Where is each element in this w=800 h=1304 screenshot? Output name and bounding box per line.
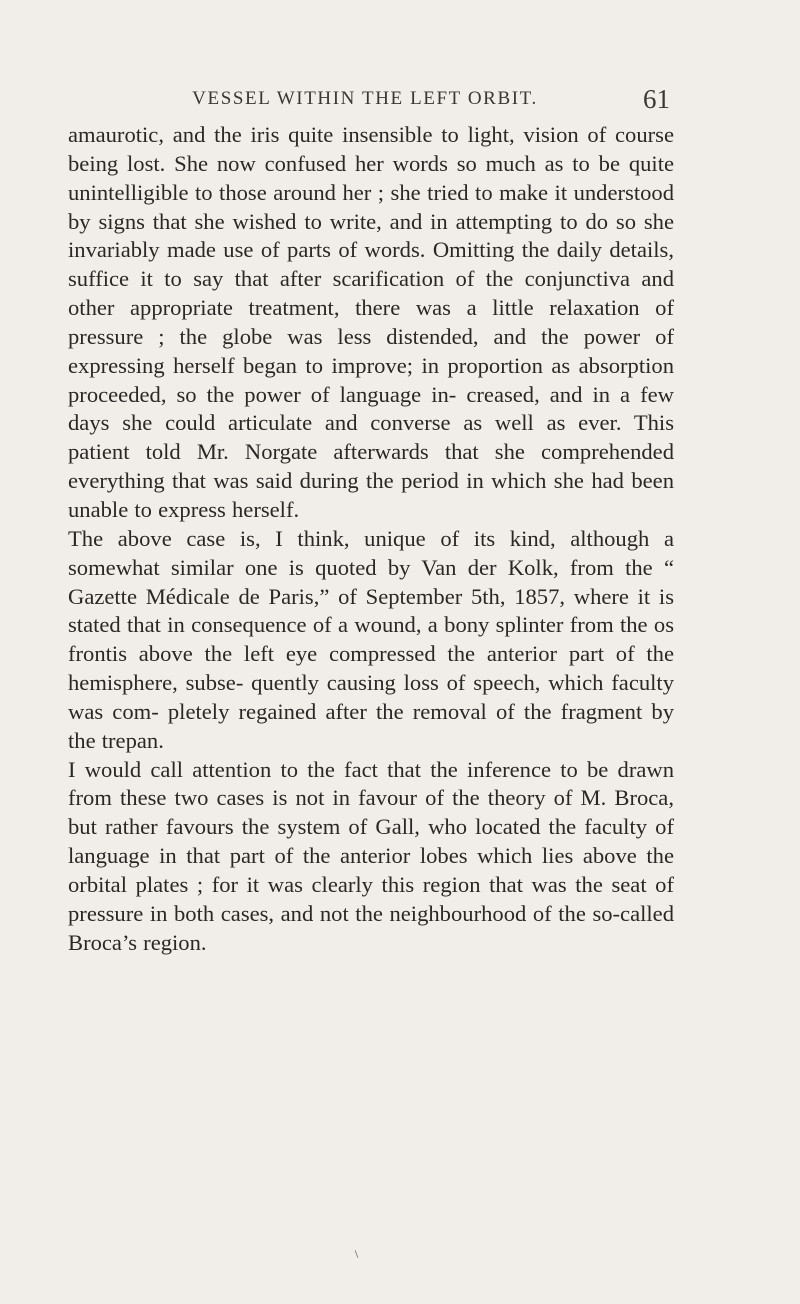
- paragraph: amaurotic, and the iris quite insensible to light, vision of course being lost. She now confused her words so much as to be quite unintelligible to those around her ; she tried to make it understood by signs that she wished to write, and in attempting to do so she invariably made use of parts of words. Omitting the daily details, suffice it to say that after scarification of the conjunctiva and other appropriate treatment, there was a little relaxation of pressure ; the globe was less distended, and the power of expressing herself began to improve; in proportion as absorption proceeded, so the power of language in- creased, and in a few days she could articulate and converse as well as ever. This patient told Mr. Norgate afterwards that she comprehended everything that was said during the period in which she had been unable to express herself.: [68, 122, 674, 522]
- running-head: VESSEL WITHIN THE LEFT ORBIT.: [192, 88, 538, 109]
- page-header: [62, 84, 668, 114]
- stray-mark: [355, 1250, 359, 1258]
- page-number: 61: [643, 84, 670, 114]
- paragraph: The above case is, I think, unique of its kind, although a somewhat similar one is quoted by Van der Kolk, from the “ Gazette Médicale de Paris,” of September 5th, 1857, where it is stated that in consequence of a wound, a bony splinter from the os frontis above the left eye compressed the anterior part of the hemisphere, subse- quently causing loss of speech, which faculty was com- pletely regained after the removal of the fragment by the trepan.: [68, 525, 674, 753]
- body-text: [68, 121, 674, 957]
- paragraph: I would call attention to the fact that the inference to be drawn from these two cases is not in favour of the theory of M. Broca, but rather favours the system of Gall, who located the faculty of language in that part of the anterior lobes which lies above the orbital plates ; for it was clearly this region that was the seat of pressure in both cases, and not the neighbourhood of the so-called Broca’s region.: [68, 756, 674, 955]
